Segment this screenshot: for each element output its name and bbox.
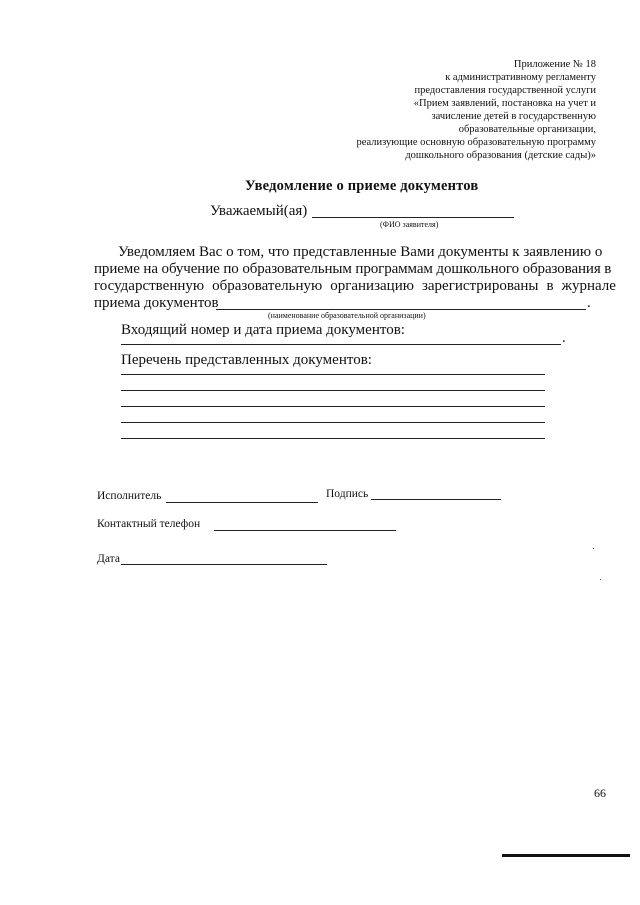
documents-list-label: Перечень представленных документов: [121,352,372,368]
body-word: журнале [561,278,616,294]
signature-label: Подпись [326,488,369,500]
applicant-name-caption: (ФИО заявителя) [380,220,439,229]
appendix-line: дошкольного образования (детские сады)» [405,150,596,161]
appendix-line: образовательные организации, [458,124,596,135]
appendix-line: к административному регламенту [445,72,596,83]
phone-label: Контактный телефон [97,518,201,530]
appendix-line: предоставления государственной услуги [414,85,596,96]
incoming-number-label: Входящий номер и дата приема документов: [121,322,405,338]
documents-list-line[interactable] [121,374,545,375]
body-word: в [546,278,554,294]
executor-line[interactable] [166,502,318,503]
body-line-3 [94,278,616,295]
scan-edge-bar [502,854,630,857]
incoming-number-line[interactable] [121,344,561,345]
phone-line[interactable] [214,530,396,531]
body-line-2: приеме на обучение по образовательным программам дошкольного образования в [94,261,612,277]
appendix-line: зачисление детей в государственную [431,111,596,122]
documents-list-line[interactable] [121,406,545,407]
body-line-4-end: . [587,295,591,311]
documents-list-line[interactable] [121,422,545,423]
organization-name-caption: (наименование образовательной организации) [268,311,426,320]
executor-label: Исполнитель [97,490,162,502]
documents-list-line[interactable] [121,390,545,391]
appendix-line: «Прием заявлений, постановка на учет и [413,98,596,109]
date-label: Дата [97,553,120,565]
incoming-number-end: . [562,330,566,346]
page-number: 66 [594,786,606,800]
document-title: Уведомление о приеме документов [245,178,479,194]
greeting-label: Уважаемый(ая) [210,203,308,219]
body-line-1: Уведомляем Вас о том, что представленные Вами документы к заявлению о [118,244,603,260]
date-line[interactable] [121,564,327,565]
appendix-line: Приложение № 18 [513,59,596,70]
body-word: организацию [330,278,414,294]
scan-mark [593,548,594,549]
applicant-name-line[interactable] [312,217,514,218]
documents-list-line[interactable] [121,438,545,439]
body-word: государственную [94,278,205,294]
body-line-4-label: приема документов [94,295,219,311]
body-word: зарегистрированы [421,278,539,294]
scan-mark [600,579,601,580]
signature-line[interactable] [371,499,501,500]
appendix-line: реализующие основную образовательную программу [356,137,596,148]
organization-name-line[interactable] [216,309,586,310]
body-word: образовательную [212,278,323,294]
